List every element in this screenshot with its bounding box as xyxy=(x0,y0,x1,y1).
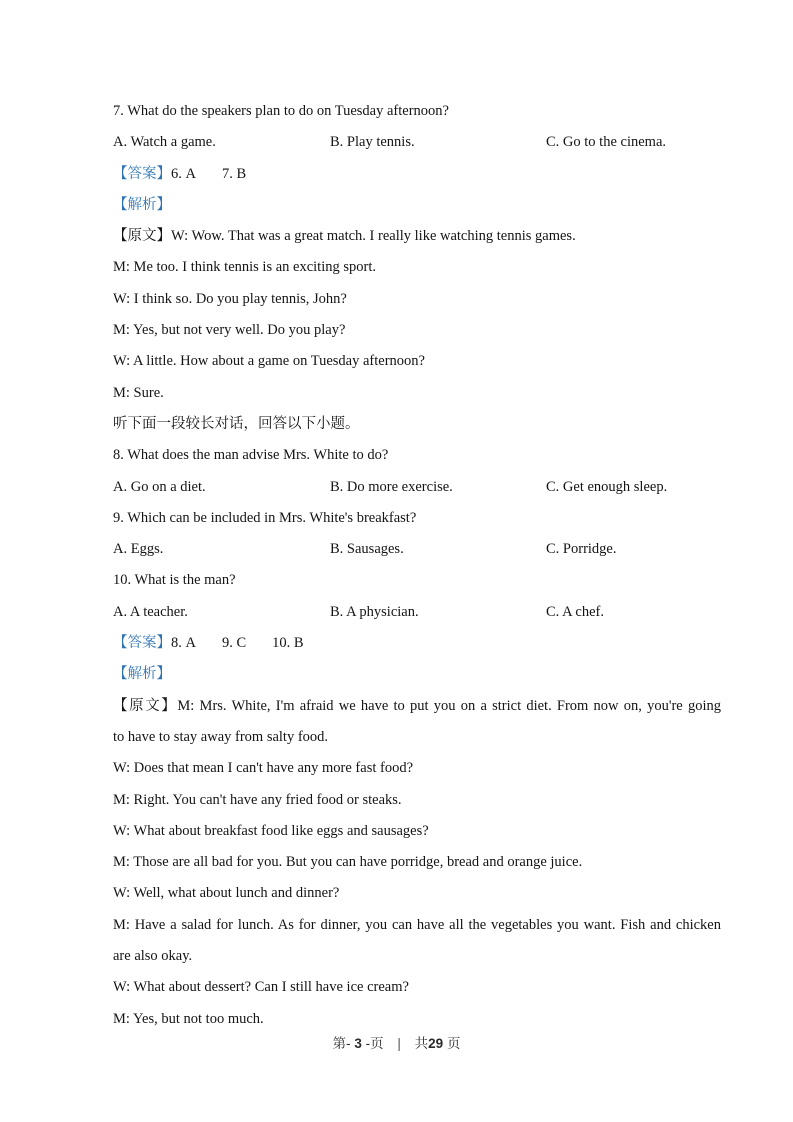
option-q8-c: C. Get enough sleep. xyxy=(546,478,668,495)
option-q10-b: B. A physician. xyxy=(330,603,419,620)
options-row-q10 xyxy=(113,597,721,628)
answer-9: 9. C xyxy=(221,635,247,652)
option-q8-b: B. Do more exercise. xyxy=(330,478,453,495)
option-q7-a: A. Watch a game. xyxy=(113,134,216,151)
option-q8-a: A. Go on a diet. xyxy=(113,478,206,495)
option-q9-a: A. Eggs. xyxy=(113,541,164,558)
option-q10-a: A. A teacher. xyxy=(113,603,188,620)
transcript2-line-8: are also okay. xyxy=(113,948,193,965)
question-9: 9. Which can be included in Mrs. White's breakfast? xyxy=(113,509,417,526)
transcript1-line-0: 【原文】W: Wow. That was a great match. I really like watching tennis games. xyxy=(113,228,576,245)
footer-page-number: 3 xyxy=(354,1036,362,1051)
options-row-q7 xyxy=(113,127,721,158)
page-footer xyxy=(0,1034,793,1054)
section-instruction: 听下面一段较长对话，回答以下小题。 xyxy=(113,415,360,432)
analysis-marker-1: 【解析】 xyxy=(113,196,171,213)
option-q9-b: B. Sausages. xyxy=(330,541,404,558)
transcript2-line-3: M: Right. You can't have any fried food or steaks. xyxy=(113,791,402,808)
options-row-q9 xyxy=(113,534,721,565)
transcript1-line-3: M: Yes, but not very well. Do you play? xyxy=(113,322,346,339)
footer-total-number: 29 xyxy=(428,1036,444,1051)
transcript2-line-0: 【原文】M: Mrs. White, I'm afraid we have to put you on a strict diet. From now on, you're going xyxy=(113,697,721,714)
question-7: 7. What do the speakers plan to do on Tuesday afternoon? xyxy=(113,103,449,119)
answer-marker: 【答案】 xyxy=(113,165,171,182)
transcript1-line-2: W: I think so. Do you play tennis, John? xyxy=(113,290,347,307)
analysis-marker-2: 【解析】 xyxy=(113,666,171,683)
transcript2-line-10: M: Yes, but not too much. xyxy=(113,1010,264,1027)
option-q7-c: C. Go to the cinema. xyxy=(546,134,667,151)
transcript2-line-9: W: What about dessert? Can I still have ice cream? xyxy=(113,979,409,996)
transcript1-line-5: M: Sure. xyxy=(113,384,164,401)
answer-10: 10. B xyxy=(272,635,304,652)
option-q10-c: C. A chef. xyxy=(546,603,604,620)
footer-total-prefix: 共 xyxy=(414,1036,429,1051)
footer-page-suffix: -页 xyxy=(365,1036,384,1051)
transcript2-line-6: W: Well, what about lunch and dinner? xyxy=(113,885,340,902)
transcript2-line-4: W: What about breakfast food like eggs and sausages? xyxy=(113,822,429,839)
footer-separator: | xyxy=(397,1036,401,1051)
transcript1-line-4: W: A little. How about a game on Tuesday afternoon? xyxy=(113,353,425,370)
answer-line-6-7 xyxy=(113,159,721,190)
answer-line-8-10 xyxy=(113,628,721,659)
options-row-q8 xyxy=(113,472,721,503)
document-content xyxy=(113,96,721,1035)
transcript2-line-7: M: Have a salad for lunch. As for dinner, you can have all the vegetables you want. Fish and chicken xyxy=(113,916,721,933)
answer-8: 8. A xyxy=(171,635,196,652)
footer-total-suffix: 页 xyxy=(446,1036,461,1051)
option-q7-b: B. Play tennis. xyxy=(330,134,415,151)
transcript2-line-2: W: Does that mean I can't have any more fast food? xyxy=(113,760,414,777)
footer-page-prefix: 第- xyxy=(332,1036,351,1051)
question-8: 8. What does the man advise Mrs. White to do? xyxy=(113,447,389,464)
transcript2-line-5: M: Those are all bad for you. But you can have porridge, bread and orange juice. xyxy=(113,854,583,871)
question-10: 10. What is the man? xyxy=(113,572,236,589)
answer-marker: 【答案】 xyxy=(113,635,171,652)
option-q9-c: C. Porridge. xyxy=(546,541,617,558)
transcript2-line-1: to have to stay away from salty food. xyxy=(113,728,329,745)
answer-7: 7. B xyxy=(221,165,247,182)
answer-6: 6. A xyxy=(171,165,196,182)
transcript1-line-1: M: Me too. I think tennis is an exciting sport. xyxy=(113,259,376,276)
